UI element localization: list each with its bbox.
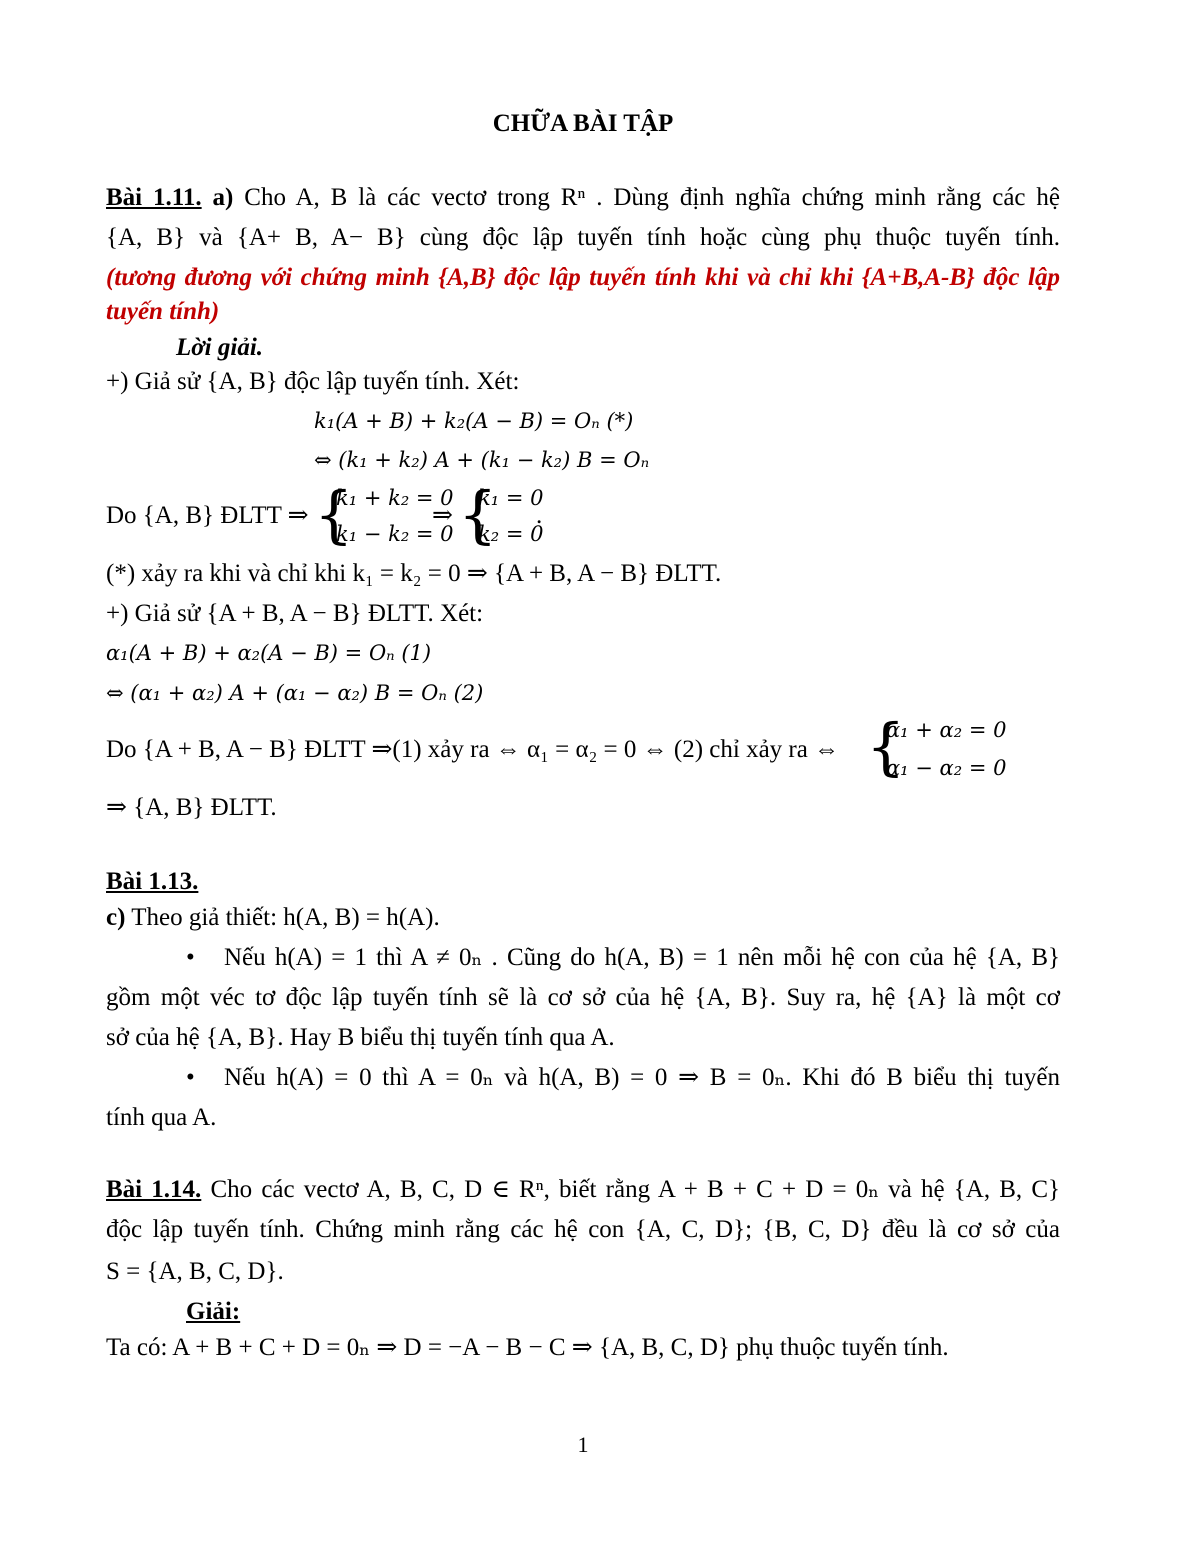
- ex111-equation-2: ⇔ (k₁ + k₂) A + (k₁ − k₂) B = Oₙ: [314, 448, 650, 472]
- ex111-label: Bài 1.11.: [106, 184, 202, 211]
- ex114-line-4: Ta có: A + B + C + D = 0ₙ ⇒ D = −A − B − C ⇒ {A, B, C, D} phụ thuộc tuyến tính.: [106, 1334, 949, 1361]
- system-brace: {: [314, 478, 354, 551]
- ex114-line-3: S = {A, B, C, D}.: [106, 1258, 284, 1285]
- ex111-line-3: +) Giả sử {A + B, A − B} ĐLTT. Xét:: [106, 600, 484, 627]
- ex113-bullet-1-line-1: [186, 942, 1060, 974]
- ex114-line-1-text: Cho các vectơ A, B, C, D ∈ Rⁿ, biết rằng A + B + C + D = 0ₙ và hệ {A, B, C}: [210, 1176, 1061, 1203]
- bullet-icon: •: [186, 1064, 195, 1091]
- ex111-statement-line-2: {A, B} và {A+ B, A− B} cùng độc lập tuyến tính hoặc cùng phụ thuộc tuyến tính.: [106, 224, 1060, 251]
- ex113-bullet-2-line-1: [186, 1062, 1060, 1094]
- ex111-do-prefix: Do {A, B} ĐLTT ⇒: [106, 502, 309, 529]
- ex113-bullet-1-text: Nếu h(A) = 1 thì A ≠ 0ₙ . Cũng do h(A, B) = 1 nên mỗi hệ con của hệ {A, B}: [224, 944, 1060, 971]
- ex111-system-2-row-2: k₂ = 0: [478, 522, 544, 546]
- ex111-note-line-1: (tương đương với chứng minh {A,B} độc lập tuyến tính khi và chỉ khi {A+B,A-B} độc lập: [106, 264, 1060, 291]
- ex111-system-end: .: [536, 502, 543, 529]
- ex111-system-3-row-2: α₁ − α₂ = 0: [886, 756, 1007, 780]
- ex111-line-4: ⇒ {A, B} ĐLTT.: [106, 794, 277, 821]
- ex111-part: a): [212, 184, 234, 211]
- ex114-solution-label: Giải:: [186, 1298, 241, 1325]
- ex111-system-1-row-1: k₁ + k₂ = 0: [336, 486, 454, 510]
- ex113-bullet-2-text: Nếu h(A) = 0 thì A = 0ₙ và h(A, B) = 0 ⇒ B = 0ₙ. Khi đó B biểu thị tuyến: [224, 1064, 1060, 1091]
- ex114-line-1: [106, 1174, 1060, 1206]
- ex111-system-arrow: ⇒: [432, 502, 453, 529]
- ex111-solution-label: Lời giải.: [176, 334, 264, 361]
- ex113-bullet-1-line-2: gồm một véc tơ độc lập tuyến tính sẽ là cơ sở của hệ {A, B}. Suy ra, hệ {A} là một cơ: [106, 984, 1060, 1011]
- ex111-equation-4: ⇔ (α₁ + α₂) A + (α₁ − α₂) B = Oₙ (2): [106, 681, 484, 705]
- ex113-label: Bài 1.13.: [106, 868, 199, 895]
- ex111-note-line-2: tuyến tính): [106, 298, 220, 325]
- system-brace: {: [458, 478, 498, 551]
- ex111-system-3-row-1: α₁ + α₂ = 0: [886, 718, 1007, 742]
- ex111-system-1-row-2: k₁ − k₂ = 0: [336, 522, 454, 546]
- ex111-equation-1: k₁(A + B) + k₂(A − B) = Oₙ (*): [314, 409, 634, 433]
- ex114-line-2: độc lập tuyến tính. Chứng minh rằng các hệ con {A, C, D}; {B, C, D} đều là cơ sở của: [106, 1216, 1060, 1243]
- ex111-line-2: (*) xảy ra khi và chỉ khi k₁ = k₂ = 0 ⇒ {A + B, A − B} ĐLTT.: [106, 560, 722, 587]
- ex114-label: Bài 1.14.: [106, 1176, 202, 1203]
- ex111-do-line-2: Do {A + B, A − B} ĐLTT ⇒(1) xảy ra ⇔ α₁ = α₂ = 0 ⇔ (2) chỉ xảy ra ⇔: [106, 736, 840, 763]
- ex111-statement-1: Cho A, B là các vectơ trong Rⁿ . Dùng định nghĩa chứng minh rằng các hệ: [244, 184, 1061, 211]
- page-number: 1: [577, 1432, 589, 1457]
- ex113-line-1: [106, 902, 440, 934]
- ex111-statement-line-1: [106, 182, 1060, 214]
- ex113-line-1-text: Theo giả thiết: h(A, B) = h(A).: [131, 904, 440, 931]
- ex111-line-1: +) Giả sử {A, B} độc lập tuyến tính. Xét:: [106, 368, 520, 395]
- page-title: CHỮA BÀI TẬP: [492, 110, 674, 137]
- ex113-part: c): [106, 904, 126, 931]
- ex111-system-2-row-1: k₁ = 0: [478, 486, 544, 510]
- system-brace: {: [866, 710, 906, 783]
- ex111-equation-3: α₁(A + B) + α₂(A − B) = Oₙ (1): [106, 641, 432, 665]
- bullet-icon: •: [186, 944, 195, 971]
- ex113-bullet-1-line-3: sở của hệ {A, B}. Hay B biểu thị tuyến tính qua A.: [106, 1024, 615, 1051]
- ex113-bullet-2-line-2: tính qua A.: [106, 1104, 217, 1131]
